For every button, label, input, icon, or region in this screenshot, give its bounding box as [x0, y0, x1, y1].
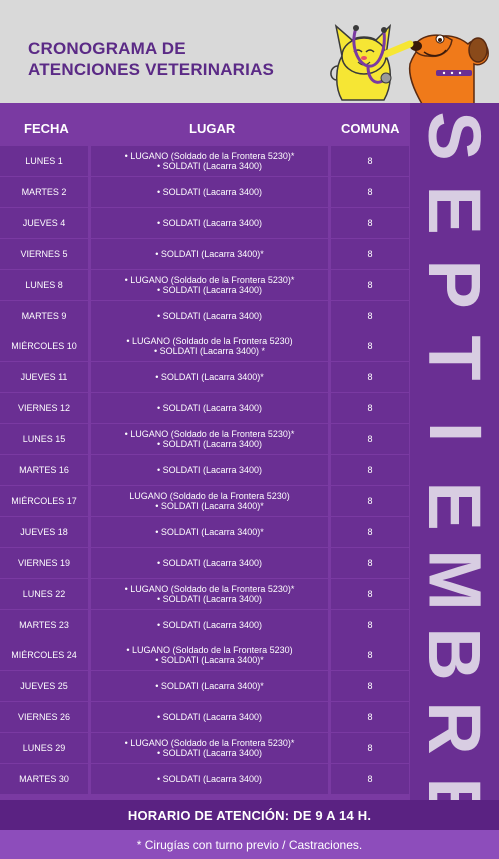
cell-fecha: JUEVES 11 [0, 362, 88, 392]
cell-lugar [91, 671, 328, 701]
table-row [0, 146, 410, 176]
cell-lugar [91, 208, 328, 238]
cell-lugar [91, 548, 328, 578]
cell-comuna: 8 [331, 146, 409, 176]
month-letter: S [413, 111, 497, 161]
cell-lugar [91, 517, 328, 547]
title-line-2: ATENCIONES VETERINARIAS [28, 60, 275, 79]
month-vertical-label [410, 103, 499, 800]
table-row [0, 393, 410, 423]
cell-fecha: LUNES 15 [0, 424, 88, 454]
table-row [0, 331, 410, 361]
cell-comuna: 8 [331, 208, 409, 238]
table-row [0, 548, 410, 578]
cell-comuna: 8 [331, 270, 409, 300]
lugar-line: • SOLDATI (Lacarra 3400) [156, 403, 263, 414]
lugar-line: • SOLDATI (Lacarra 3400)* [155, 500, 264, 511]
table-row [0, 671, 410, 701]
cell-lugar [91, 239, 328, 269]
title-line-1: CRONOGRAMA DE [28, 39, 186, 58]
cell-lugar [91, 270, 328, 300]
cell-comuna: 8 [331, 610, 409, 640]
table-row [0, 270, 410, 300]
table-row [0, 579, 410, 609]
cell-comuna: 8 [331, 486, 409, 516]
horario-bar [0, 800, 499, 830]
cell-comuna: 8 [331, 424, 409, 454]
cell-lugar [91, 486, 328, 516]
cell-comuna: 8 [331, 733, 409, 763]
cell-lugar [91, 177, 328, 207]
cell-lugar [91, 579, 328, 609]
lugar-line: • SOLDATI (Lacarra 3400) [156, 161, 263, 171]
cell-comuna: 8 [331, 702, 409, 732]
cell-lugar [91, 331, 328, 361]
lugar-line: • SOLDATI (Lacarra 3400) [156, 439, 263, 450]
horario-text: HORARIO DE ATENCIÓN: DE 9 A 14 H. [127, 807, 372, 823]
cell-comuna: 8 [331, 764, 409, 794]
month-letter: E [413, 481, 497, 531]
lugar-line: • SOLDATI (Lacarra 3400) [156, 217, 263, 228]
month-letter: E [413, 185, 497, 235]
cell-comuna: 8 [331, 362, 409, 392]
cell-lugar [91, 640, 328, 670]
lugar-line: • SOLDATI (Lacarra 3400) [156, 712, 263, 723]
cell-comuna: 8 [331, 177, 409, 207]
table-row [0, 640, 410, 670]
cell-fecha: VIERNES 12 [0, 393, 88, 423]
lugar-line: • SOLDATI (Lacarra 3400) [156, 748, 263, 759]
lugar-line: • LUGANO (Soldado de la Frontera 5230)* [124, 583, 295, 594]
lugar-line: • SOLDATI (Lacarra 3400) [156, 186, 263, 197]
cell-fecha: MIÉRCOLES 17 [0, 486, 88, 516]
month-letter: P [413, 259, 497, 309]
lugar-line: • SOLDATI (Lacarra 3400)* [155, 372, 264, 383]
lugar-line: • LUGANO (Soldado de la Frontera 5230)* [124, 274, 295, 285]
cell-lugar [91, 455, 328, 485]
cell-fecha: MIÉRCOLES 24 [0, 640, 88, 670]
table-row [0, 733, 410, 763]
lugar-line: • SOLDATI (Lacarra 3400)* [155, 655, 264, 666]
header-fecha: FECHA [24, 121, 69, 136]
cell-fecha: VIERNES 5 [0, 239, 88, 269]
header-lugar: LUGAR [189, 121, 236, 136]
lugar-line: • SOLDATI (Lacarra 3400) * [153, 346, 266, 357]
note-text: * Cirugías con turno previo / Castraciones. [136, 837, 363, 852]
month-letter: B [413, 627, 497, 681]
cell-comuna: 8 [331, 579, 409, 609]
cell-comuna: 8 [331, 455, 409, 485]
lugar-line: • LUGANO (Soldado de la Frontera 5230)* [124, 151, 295, 161]
table-row [0, 208, 410, 238]
cell-lugar [91, 733, 328, 763]
header-comuna: COMUNA [341, 121, 400, 136]
cell-fecha: LUNES 1 [0, 146, 88, 176]
cell-fecha: JUEVES 4 [0, 208, 88, 238]
cell-fecha: JUEVES 25 [0, 671, 88, 701]
cell-fecha: LUNES 22 [0, 579, 88, 609]
cell-comuna: 8 [331, 239, 409, 269]
table-row [0, 239, 410, 269]
cell-lugar [91, 301, 328, 331]
table-row [0, 424, 410, 454]
cell-lugar [91, 393, 328, 423]
lugar-line: • SOLDATI (Lacarra 3400) [156, 593, 263, 604]
month-letter: T [413, 335, 497, 381]
schedule-table [0, 103, 410, 800]
table-row [0, 455, 410, 485]
lugar-line: LUGANO (Soldado de la Frontera 5230) [129, 490, 290, 501]
cell-comuna: 8 [331, 331, 409, 361]
cell-fecha: MARTES 2 [0, 177, 88, 207]
cell-fecha: MARTES 30 [0, 764, 88, 794]
lugar-line: • SOLDATI (Lacarra 3400)* [155, 248, 264, 259]
cell-fecha: VIERNES 26 [0, 702, 88, 732]
table-row [0, 702, 410, 732]
cell-fecha: MIÉRCOLES 10 [0, 331, 88, 361]
dog-mascot-icon [410, 35, 489, 104]
cell-fecha: MARTES 16 [0, 455, 88, 485]
cell-comuna: 8 [331, 548, 409, 578]
page-title [28, 38, 274, 80]
cell-fecha: JUEVES 18 [0, 517, 88, 547]
cell-fecha: MARTES 23 [0, 610, 88, 640]
table-row [0, 610, 410, 640]
table-row [0, 301, 410, 331]
cell-comuna: 8 [331, 393, 409, 423]
month-letter: I [413, 421, 497, 443]
lugar-line: • SOLDATI (Lacarra 3400) [156, 310, 263, 321]
header [0, 0, 499, 103]
cell-lugar [91, 146, 328, 176]
lugar-line: • LUGANO (Soldado de la Frontera 5230) [126, 645, 293, 656]
lugar-line: • SOLDATI (Lacarra 3400) [156, 619, 263, 630]
cell-lugar [91, 424, 328, 454]
cat-mascot-icon [331, 26, 410, 100]
cell-fecha: LUNES 29 [0, 733, 88, 763]
cell-comuna: 8 [331, 517, 409, 547]
month-letter: M [413, 549, 497, 611]
table-row [0, 486, 410, 516]
cell-lugar [91, 702, 328, 732]
cell-lugar [91, 764, 328, 794]
lugar-line: • SOLDATI (Lacarra 3400) [156, 774, 263, 784]
cell-comuna: 8 [331, 301, 409, 331]
note-bar [0, 830, 499, 859]
table-row [0, 764, 410, 794]
cell-comuna: 8 [331, 671, 409, 701]
lugar-line: • SOLDATI (Lacarra 3400)* [155, 526, 264, 537]
cell-lugar [91, 610, 328, 640]
lugar-line: • SOLDATI (Lacarra 3400)* [155, 681, 264, 692]
lugar-line: • SOLDATI (Lacarra 3400) [156, 557, 263, 568]
month-letter: R [413, 701, 497, 755]
mascots-illustration [328, 6, 496, 104]
table-row [0, 362, 410, 392]
cell-comuna: 8 [331, 640, 409, 670]
lugar-line: • SOLDATI (Lacarra 3400) [156, 284, 263, 295]
lugar-line: • LUGANO (Soldado de la Frontera 5230)* [124, 429, 295, 440]
table-header [0, 113, 410, 145]
cell-fecha: LUNES 8 [0, 270, 88, 300]
cell-fecha: MARTES 9 [0, 301, 88, 331]
cell-lugar [91, 362, 328, 392]
lugar-line: • LUGANO (Soldado de la Frontera 5230) [126, 336, 293, 347]
table-row [0, 177, 410, 207]
lugar-line: • LUGANO (Soldado de la Frontera 5230)* [124, 738, 295, 749]
lugar-line: • SOLDATI (Lacarra 3400) [156, 465, 263, 475]
table-row [0, 517, 410, 547]
cell-fecha: VIERNES 19 [0, 548, 88, 578]
